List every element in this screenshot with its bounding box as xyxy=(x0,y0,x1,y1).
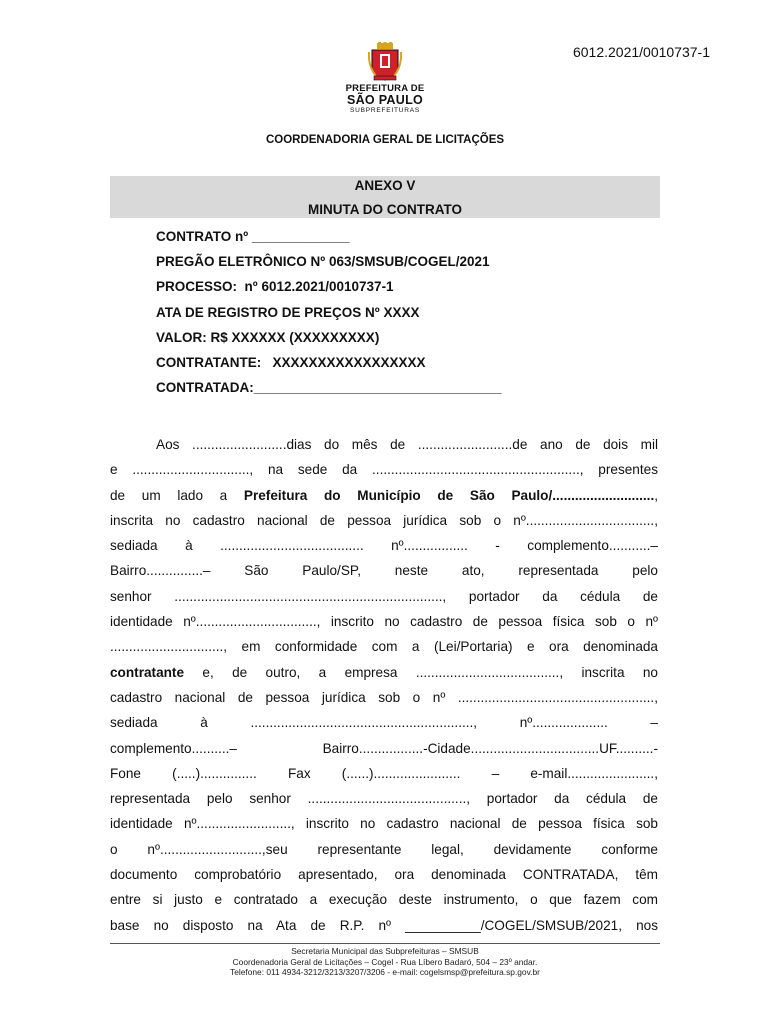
body-line: base no disposto na Ata de R.P. nº __________/COGEL/SMSUB/2021, nos xyxy=(110,917,658,933)
body-line: de um lado a Prefeitura do Município de São Paulo/..........................., xyxy=(110,487,659,503)
contracting-party-name: Prefeitura do Município de São Paulo/........................... xyxy=(243,487,655,503)
footer-divider xyxy=(110,943,660,944)
annex-banner xyxy=(110,176,660,218)
body-line: contratante e, de outro, a empresa ......................................, inscrita no xyxy=(110,664,658,680)
contratante-term: contratante xyxy=(110,664,185,680)
body-line: cadastro nacional de pessoa jurídica sob o nº ...................................................., xyxy=(110,689,658,705)
contract-fields xyxy=(156,224,656,400)
body-line: Aos .........................dias do mês de .........................de ano de dois mil xyxy=(156,437,658,452)
field-processo: PROCESSO: nº 6012.2021/0010737-1 xyxy=(156,279,394,295)
body-line: representada pelo senhor .........................................., portador da cédula de xyxy=(110,791,658,807)
footer-line-2: Coordenadoria Geral de Licitações – Cogel - Rua Líbero Badaró, 504 – 23º andar. xyxy=(232,956,538,967)
body-line: sediada à ..........................................................., nº.................... – xyxy=(110,715,658,731)
field-ata: ATA DE REGISTRO DE PREÇOS Nº XXXX xyxy=(156,304,420,320)
annex-title: ANEXO V xyxy=(354,178,416,193)
footer-line-3: Telefone: 011 4934-3212/3213/3207/3206 - e-mail: cogelsmsp@prefeitura.sp.gov.br xyxy=(230,967,540,977)
body-line: entre si justo e contratado a execução deste instrumento, o que fazem com xyxy=(110,892,658,908)
body-line: complemento..........– Bairro.................-Cidade..................................UF..........- xyxy=(110,740,658,756)
field-contrato: CONTRATO nº _____________ xyxy=(156,229,350,244)
body-line: inscrita no cadastro nacional de pessoa jurídica sob o nº.................................., xyxy=(110,512,658,528)
body-line: .............................., em conformidade com a (Lei/Portaria) e ora denominada xyxy=(110,639,658,655)
body-line: identidade nº................................, inscrito no cadastro de pessoa física sob o nº xyxy=(110,614,658,630)
coordenadoria-title: COORDENADORIA GERAL DE LICITAÇÕES xyxy=(265,134,505,146)
field-pregao: PREGÃO ELETRÔNICO Nº 063/SMSUB/COGEL/2021 xyxy=(156,254,490,270)
contract-draft-title: MINUTA DO CONTRATO xyxy=(308,202,462,217)
body-line: identidade nº........................., inscrito no cadastro nacional de pessoa física sob xyxy=(110,816,658,832)
coat-of-arms-icon xyxy=(368,42,402,82)
footer-line-1: Secretaria Municipal das Subprefeituras – SMSUB xyxy=(291,946,479,956)
document-number: 6012.2021/0010737-1 xyxy=(572,44,710,60)
contract-body xyxy=(110,432,658,938)
body-line: senhor ......................................................................., portador da cédula de xyxy=(110,588,658,604)
logo-line-1: PREFEITURA DE xyxy=(345,83,425,94)
body-line: e ..............................., na sede da ......................................................., presentes xyxy=(110,462,658,478)
body-line: o nº...........................,seu representante legal, devidamente conforme xyxy=(110,841,658,857)
logo-line-2: SÃO PAULO xyxy=(346,93,424,107)
field-contratante: CONTRATANTE: XXXXXXXXXXXXXXXXX xyxy=(156,354,426,370)
field-contratada: CONTRATADA:_________________________________ xyxy=(156,380,502,396)
field-valor: VALOR: R$ XXXXXX (XXXXXXXXX) xyxy=(156,329,380,345)
body-line: Bairro...............– São Paulo/SP, neste ato, representada pelo xyxy=(110,563,658,579)
body-line: documento comprobatório apresentado, ora denominada CONTRATADA, têm xyxy=(110,867,658,883)
body-line: Fone (.....)............... Fax (......)....................... – e-mail......................., xyxy=(110,765,658,781)
prefeitura-logo xyxy=(345,42,425,114)
logo-line-3: SUBPREFEITURAS xyxy=(349,107,421,114)
page-footer xyxy=(110,946,660,978)
body-line: sediada à ...................................... nº................. - complemento...........– xyxy=(110,538,658,554)
